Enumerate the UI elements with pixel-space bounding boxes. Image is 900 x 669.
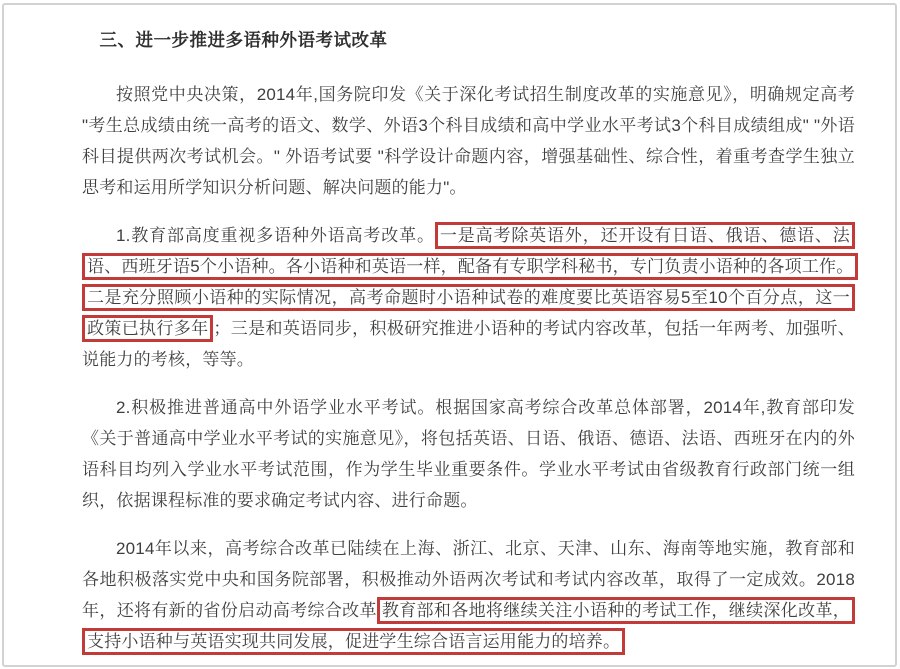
text-segment: 按照党中央决策，2014年,国务院印发《关于深化考试招生制度改革的实施意见》，明确规定高考 "考生总成绩由统一高考的语文、数学、外语3个科目成绩和高中学业水平考试3个科目成绩组成" "外语科目提供两次考试机会。" 外语考试要 "科学设计命题内容，增强基础性、综合性，着重考查学生独立思考和运用所学知识分析问题、解决问题的能力"。 <box>82 85 855 197</box>
document-content <box>4 5 895 657</box>
highlight-box: 教育部和各地将继续关注小语种的考试工作，继续深化改革，支持小语种与英语实现共同发展，促进学生综合语言运用能力的培养。 <box>82 597 855 655</box>
paragraph <box>82 392 855 516</box>
document-body <box>82 79 855 657</box>
text-segment: 1.教育部高度重视多语种外语高考改革。 <box>116 226 435 245</box>
text-segment: 2014年以来，高考综合改革已陆续在上海、浙江、北京、天津、山东、海南等地实施，教育部和各地积极落实党中央和国务院部署，积极推动外语两次考试和考试内容改革，取得了一定成效。2018年，还将有新的省份启动高考综合改革 <box>82 539 855 620</box>
paragraph <box>82 533 855 657</box>
text-segment: 2.积极推进普通高中外语学业水平考试。根据国家高考综合改革总体部署，2014年,教育部印发《关于普通高中学业水平考试的实施意见》，将包括英语、日语、俄语、德语、法语、西班牙在内的外语科目均列入学业水平考试范围，作为学生毕业重要条件。学业水平考试由省级教育行政部门统一组织，依据课程标准的要求确定考试内容、进行命题。 <box>82 398 855 510</box>
paragraph <box>82 220 855 375</box>
paragraph <box>82 79 855 203</box>
section-heading: 三、进一步推进多语种外语考试改革 <box>99 30 388 50</box>
highlight-box: 一是高考除英语外，还开设有日语、俄语、德语、法语、西班牙语5个小语种。各小语种和英语一样，配备有专职学科秘书，专门负责小语种的各项工作。二是充分照顾小语种的实际情况，高考命题时小语种试卷的难度要比英语容易5至10个百分点，这一政策已执行多年 <box>82 222 858 342</box>
text-segment: ；三是和英语同步，积极研究推进小语种的考试内容改革，包括一年两考、加强听、说能力的考核，等等。 <box>82 319 856 369</box>
document-page <box>2 3 897 667</box>
